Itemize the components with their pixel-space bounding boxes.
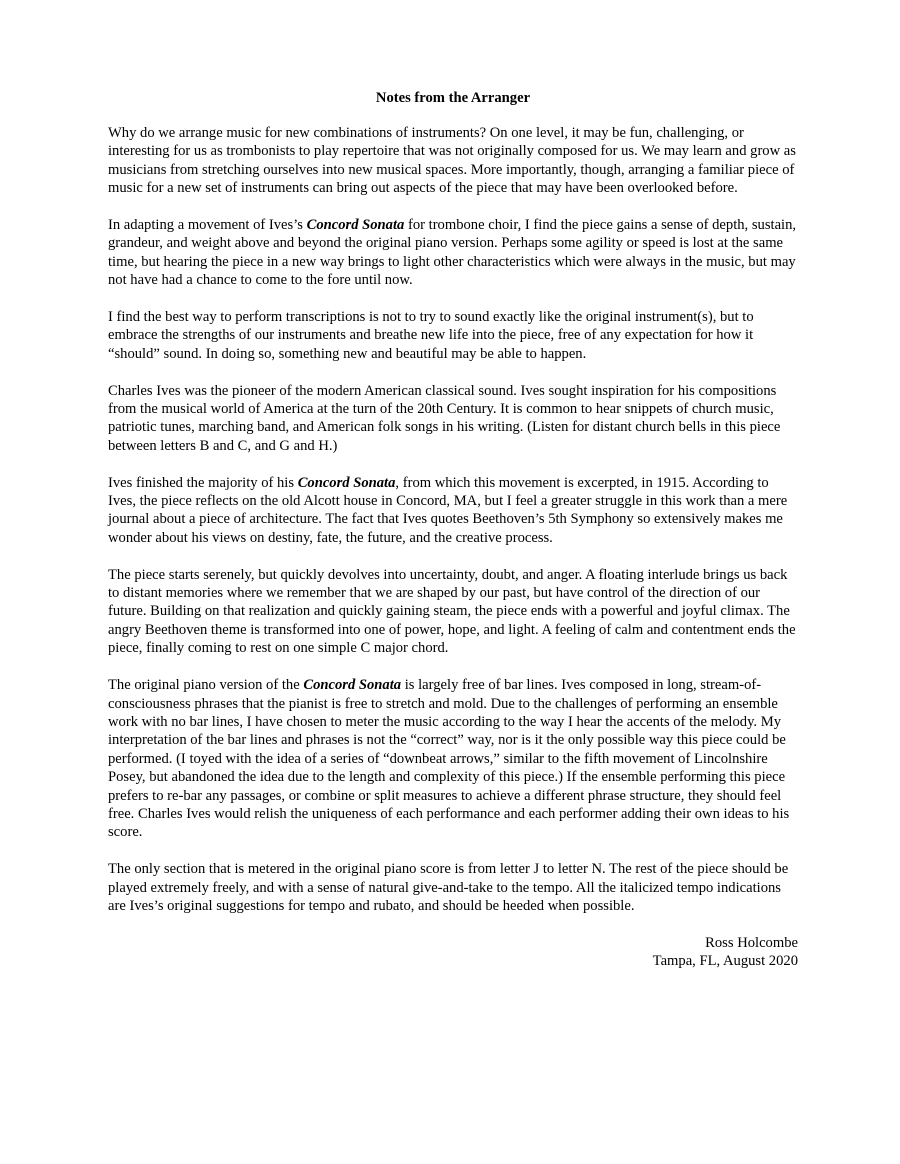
paragraph-text: The only section that is metered in the original piano score is from letter J to letter N. The rest of the piece should be played extremely freely, and with a sense of natural give-and-take to the tempo. All the italicized tempo indications are Ives’s original suggestions for tempo and rubato, and should be heeded when possible. [108, 861, 789, 914]
paragraph [108, 124, 798, 198]
paragraph-text: Why do we arrange music for new combinations of instruments? On one level, it may be fun, challenging, or interesting for us as trombonists to play repertoire that was not originally composed for us. We may learn and grow as musicians from stretching ourselves into new musical spaces. More importantly, though, arranging a familiar piece of music for a new set of instruments can bring out aspects of the piece that may have been overlooked before. [108, 125, 796, 197]
author-name: Ross Holcombe [705, 934, 798, 951]
place-date: Tampa, FL, August 2020 [652, 953, 798, 970]
paragraph [108, 676, 798, 842]
paragraph-text: Ives finished the majority of his [108, 474, 298, 491]
paragraph-text: Charles Ives was the pioneer of the modern American classical sound. Ives sought inspiration for his compositions from the musical world of America at the turn of the 20th Century. It is common to hear snippets of church music, patriotic tunes, marching band, and American folk songs in his writing. (Listen for distant church bells in this piece between letters B and C, and G and H.) [108, 382, 781, 454]
paragraph-text: The piece starts serenely, but quickly devolves into uncertainty, doubt, and anger. A floating interlude brings us back to distant memories where we remember that we are shaped by our past, but have control of the direction of our future. Building on that realization and quickly gaining steam, the piece ends with a powerful and joyful climax. The angry Beethoven theme is transformed into one of power, hope, and light. A feeling of calm and contentment ends the piece, finally coming to rest on one simple C major chord. [108, 566, 796, 657]
work-title: Concord Sonata [306, 217, 405, 234]
work-title: Concord Sonata [297, 474, 396, 491]
work-title: Concord Sonata [303, 677, 402, 694]
paragraph [108, 566, 798, 658]
paragraph-text: is largely free of bar lines. Ives composed in long, stream-of-consciousness phrases that the pianist is free to stretch and mold. Due to the challenges of performing an ensemble work with no bar lines, I have chosen to meter the music according to the way I hear the accents of the melody. My interpretation of the bar lines and phrases is not the “correct” way, nor is it the only possible way this piece could be performed. (I toyed with the idea of a series of “downbeat arrows,” similar to the fifth movement of Lincolnshire Posey, but abandoned the idea due to the length and complexity of this piece.) If the ensemble performing this piece prefers to re-bar any passages, or combine or split measures to achieve a different phrase structure, they should feel free. Charles Ives would relish the uniqueness of each performance and each performer adding their own ideas to his score. [108, 677, 790, 841]
paragraph-text: for trombone choir, I find the piece gains a sense of depth, sustain, grandeur, and weight above and beyond the original piano version. Perhaps some agility or speed is lost at the same time, but hearing the piece in a new way brings to light other characteristics which were always in the music, but may not have had a chance to come to the fore until now. [108, 217, 797, 289]
document-page [108, 90, 798, 971]
paragraph-text: In adapting a movement of Ives’s [108, 217, 307, 234]
signature-block [108, 934, 798, 971]
body-text [108, 124, 798, 915]
page-title: Notes from the Arranger [375, 90, 531, 106]
paragraph [108, 860, 798, 915]
paragraph [108, 474, 798, 548]
paragraph-text: I find the best way to perform transcriptions is not to try to sound exactly like the original instrument(s), but to embrace the strengths of our instruments and breathe new life into the piece, free of any expectation for how it “should” sound. In doing so, something new and beautiful may be able to happen. [108, 309, 754, 362]
paragraph-text: , from which this movement is excerpted, in 1915. According to Ives, the piece reflects on the old Alcott house in Concord, MA, but I feel a greater struggle in this work than a mere journal about a piece of architecture. The fact that Ives quotes Beethoven’s 5th Symphony so extensively makes me wonder about his views on destiny, fate, the future, and the creative process. [108, 474, 788, 546]
paragraph [108, 216, 798, 290]
paragraph [108, 308, 798, 363]
paragraph [108, 382, 798, 456]
paragraph-text: The original piano version of the [108, 677, 304, 694]
